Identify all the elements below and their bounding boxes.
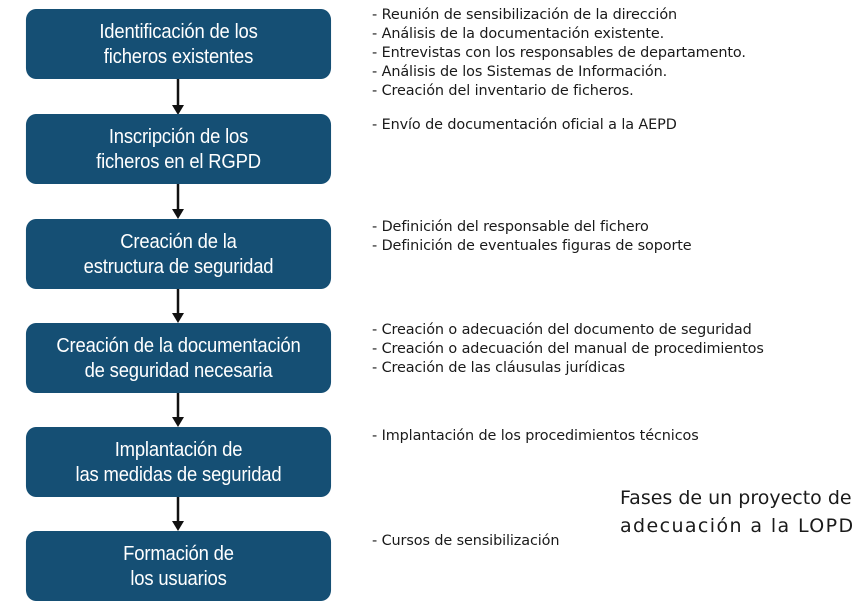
phase-5-title-line2: las medidas de seguridad <box>75 463 282 486</box>
phase-5-task-list <box>372 427 699 446</box>
caption-line2: adecuación a la LOPD <box>620 515 855 537</box>
phase-4-title-line1: Creación de la documentación <box>56 334 301 357</box>
arrowhead-2-to-3 <box>172 209 184 219</box>
task-item: - Definición de eventuales figuras de soporte <box>372 237 692 256</box>
task-item: - Creación o adecuación del manual de procedimientos <box>372 340 764 359</box>
phase-box-estructura <box>26 219 331 289</box>
task-item: - Implantación de los procedimientos técnicos <box>372 427 699 446</box>
phase-4-task-list <box>372 321 764 378</box>
phase-1-task-list <box>372 6 746 101</box>
phase-3-title-line2: estructura de seguridad <box>83 255 274 278</box>
phase-5-title-line1: Implantación de <box>114 438 243 461</box>
phase-box-implantacion <box>26 427 331 497</box>
task-item: - Entrevistas con los responsables de departamento. <box>372 44 746 63</box>
arrowhead-3-to-4 <box>172 313 184 323</box>
task-item: - Análisis de los Sistemas de Información. <box>372 63 746 82</box>
phase-4-title-line2: de seguridad necesaria <box>84 359 273 382</box>
task-item: - Creación del inventario de ficheros. <box>372 82 746 101</box>
phase-box-identificacion <box>26 9 331 79</box>
task-item: - Cursos de sensibilización <box>372 532 559 551</box>
caption-line1: Fases de un proyecto de <box>620 487 852 509</box>
phase-3-task-list <box>372 218 692 256</box>
phase-6-title-line1: Formación de <box>123 542 234 565</box>
phase-2-title-line1: Inscripción de los <box>108 125 249 148</box>
arrowhead-4-to-5 <box>172 417 184 427</box>
phase-6-title-line2: los usuarios <box>130 567 227 590</box>
phase-box-documentacion <box>26 323 331 393</box>
arrowhead-5-to-6 <box>172 521 184 531</box>
phase-box-inscripcion <box>26 114 331 184</box>
task-item: - Definición del responsable del fichero <box>372 218 692 237</box>
task-item: - Creación de las cláusulas jurídicas <box>372 359 764 378</box>
task-item: - Creación o adecuación del documento de seguridad <box>372 321 764 340</box>
phase-box-formacion <box>26 531 331 601</box>
task-item: - Análisis de la documentación existente. <box>372 25 746 44</box>
phase-6-task-list <box>372 532 559 551</box>
diagram-caption <box>620 484 855 540</box>
phase-1-title-line1: Identificación de los <box>99 20 258 43</box>
phase-1-title-line2: ficheros existentes <box>103 45 254 68</box>
phase-3-title-line1: Creación de la <box>120 230 237 253</box>
task-item: - Envío de documentación oficial a la AEPD <box>372 116 677 135</box>
phase-2-title-line2: ficheros en el RGPD <box>96 150 261 173</box>
phase-2-task-list <box>372 116 677 135</box>
task-item: - Reunión de sensibilización de la dirección <box>372 6 746 25</box>
